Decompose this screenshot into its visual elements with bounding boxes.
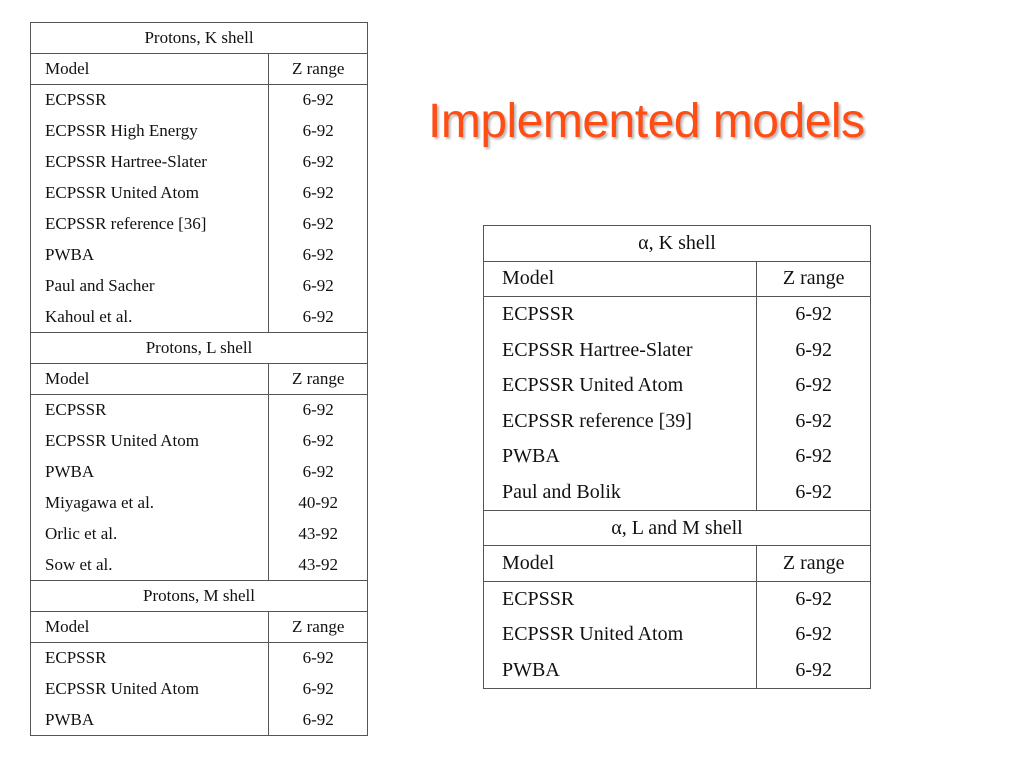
section-title-row — [31, 581, 368, 612]
table-row — [484, 368, 871, 404]
z-range-cell: 6-92 — [269, 705, 368, 736]
model-cell: ECPSSR — [31, 643, 269, 674]
section-title-row — [31, 333, 368, 364]
column-header-z-range: Z range — [757, 261, 871, 297]
table-row — [31, 395, 368, 426]
model-cell: Miyagawa et al. — [31, 488, 269, 519]
table-row — [31, 85, 368, 116]
model-cell: Paul and Sacher — [31, 271, 269, 302]
model-cell: PWBA — [484, 439, 757, 475]
model-cell: ECPSSR United Atom — [31, 426, 269, 457]
column-header-z-range: Z range — [269, 54, 368, 85]
model-cell: ECPSSR — [31, 395, 269, 426]
table-row — [31, 302, 368, 333]
model-cell: PWBA — [31, 457, 269, 488]
table-row — [31, 519, 368, 550]
z-range-cell: 6-92 — [269, 426, 368, 457]
model-cell: Orlic et al. — [31, 519, 269, 550]
section-title-row — [484, 510, 871, 546]
z-range-cell: 6-92 — [269, 302, 368, 333]
column-header-model: Model — [484, 546, 757, 582]
model-cell: ECPSSR reference [39] — [484, 403, 757, 439]
z-range-cell: 6-92 — [757, 617, 871, 653]
model-cell: ECPSSR United Atom — [484, 368, 757, 404]
model-cell: ECPSSR — [31, 85, 269, 116]
model-cell: ECPSSR High Energy — [31, 116, 269, 147]
model-cell: ECPSSR — [484, 297, 757, 333]
column-header-model: Model — [484, 261, 757, 297]
table-row — [484, 653, 871, 689]
section-title: Protons, K shell — [31, 23, 368, 54]
z-range-cell: 6-92 — [757, 332, 871, 368]
z-range-cell: 6-92 — [269, 85, 368, 116]
model-cell: ECPSSR United Atom — [31, 178, 269, 209]
section-title: α, L and M shell — [484, 510, 871, 546]
model-cell: ECPSSR — [484, 581, 757, 617]
table-row — [484, 403, 871, 439]
column-header-model: Model — [31, 612, 269, 643]
section-title: Protons, L shell — [31, 333, 368, 364]
table-row — [31, 426, 368, 457]
table-row — [31, 705, 368, 736]
z-range-cell: 43-92 — [269, 550, 368, 581]
z-range-cell: 6-92 — [757, 475, 871, 511]
z-range-cell: 6-92 — [757, 368, 871, 404]
model-cell: PWBA — [31, 705, 269, 736]
column-header-model: Model — [31, 54, 269, 85]
z-range-cell: 40-92 — [269, 488, 368, 519]
column-header-z-range: Z range — [757, 546, 871, 582]
table-row — [31, 209, 368, 240]
model-cell: ECPSSR United Atom — [484, 617, 757, 653]
z-range-cell: 6-92 — [269, 395, 368, 426]
column-header-row — [484, 546, 871, 582]
table-row — [484, 475, 871, 511]
table-row — [484, 332, 871, 368]
table-row — [31, 643, 368, 674]
column-header-model: Model — [31, 364, 269, 395]
table-row — [31, 178, 368, 209]
z-range-cell: 6-92 — [269, 116, 368, 147]
model-cell: ECPSSR Hartree-Slater — [31, 147, 269, 178]
table-row — [31, 271, 368, 302]
column-header-z-range: Z range — [269, 364, 368, 395]
z-range-cell: 6-92 — [269, 643, 368, 674]
protons-models-table — [30, 22, 368, 736]
z-range-cell: 43-92 — [269, 519, 368, 550]
column-header-z-range: Z range — [269, 612, 368, 643]
column-header-row — [31, 54, 368, 85]
z-range-cell: 6-92 — [269, 240, 368, 271]
section-title-row — [484, 226, 871, 262]
table-row — [31, 488, 368, 519]
z-range-cell: 6-92 — [757, 297, 871, 333]
section-title: α, K shell — [484, 226, 871, 262]
z-range-cell: 6-92 — [757, 439, 871, 475]
slide-title: Implemented models — [428, 95, 865, 148]
z-range-cell: 6-92 — [757, 581, 871, 617]
table-row — [31, 674, 368, 705]
model-cell: ECPSSR Hartree-Slater — [484, 332, 757, 368]
column-header-row — [484, 261, 871, 297]
table-row — [31, 550, 368, 581]
table-row — [484, 439, 871, 475]
section-title: Protons, M shell — [31, 581, 368, 612]
table-row — [484, 581, 871, 617]
z-range-cell: 6-92 — [269, 209, 368, 240]
z-range-cell: 6-92 — [269, 147, 368, 178]
column-header-row — [31, 364, 368, 395]
model-cell: PWBA — [31, 240, 269, 271]
column-header-row — [31, 612, 368, 643]
model-cell: PWBA — [484, 653, 757, 689]
table-row — [31, 147, 368, 178]
z-range-cell: 6-92 — [269, 178, 368, 209]
model-cell: Sow et al. — [31, 550, 269, 581]
z-range-cell: 6-92 — [757, 653, 871, 689]
model-cell: Paul and Bolik — [484, 475, 757, 511]
table-row — [31, 240, 368, 271]
model-cell: ECPSSR United Atom — [31, 674, 269, 705]
table-row — [31, 116, 368, 147]
table-row — [31, 457, 368, 488]
z-range-cell: 6-92 — [269, 674, 368, 705]
section-title-row — [31, 23, 368, 54]
table-row — [484, 617, 871, 653]
z-range-cell: 6-92 — [269, 457, 368, 488]
table-row — [484, 297, 871, 333]
z-range-cell: 6-92 — [757, 403, 871, 439]
model-cell: ECPSSR reference [36] — [31, 209, 269, 240]
alpha-models-table — [483, 225, 871, 689]
z-range-cell: 6-92 — [269, 271, 368, 302]
model-cell: Kahoul et al. — [31, 302, 269, 333]
